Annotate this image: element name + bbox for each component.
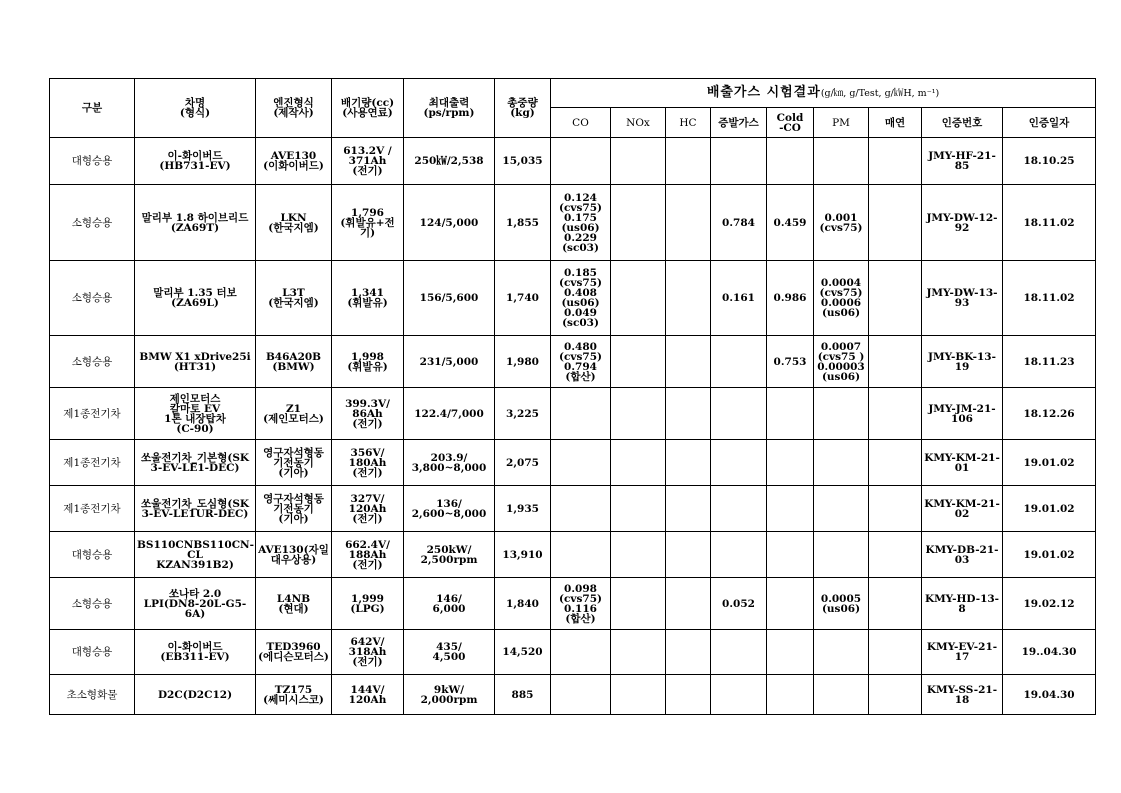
cell-co: 0.480 (cvs75) 0.794 (합산) (551, 336, 611, 388)
cell-hc (666, 630, 711, 675)
cell-cert-date: 19.04.30 (1003, 675, 1096, 715)
cell-max-output: 122.4/7,000 (404, 388, 495, 440)
cell-smoke (869, 532, 922, 578)
cell-category: 제1종전기차 (50, 440, 135, 486)
cell-model: 말리부 1.35 터보 (ZA69L) (135, 261, 256, 336)
cell-smoke (869, 440, 922, 486)
header-pm: PM (814, 108, 869, 138)
cell-co (551, 675, 611, 715)
cell-model: 쏘울전기차_도심형(SK 3-EV-LE1UR-DEC) (135, 486, 256, 532)
cell-cold-co (767, 388, 814, 440)
cell-displacement: 356V/ 180Ah (전기) (332, 440, 404, 486)
table-row (50, 261, 1096, 336)
cell-cert-no: KMY-DB-21-03 (922, 532, 1003, 578)
cell-max-output: 231/5,000 (404, 336, 495, 388)
cell-co (551, 388, 611, 440)
cell-co: 0.124 (cvs75) 0.175 (us06) 0.229 (sc03) (551, 185, 611, 261)
cell-model: BS110CNBS110CN-CL KZAN391B2) (135, 532, 256, 578)
table-row (50, 532, 1096, 578)
table-row (50, 388, 1096, 440)
header-emission-results (551, 79, 1096, 108)
cell-gross-weight: 1,935 (495, 486, 551, 532)
cell-cert-no: JMY-HF-21-85 (922, 138, 1003, 185)
cell-category: 소형승용 (50, 185, 135, 261)
cell-engine: TED3960 (에디슨모터스) (256, 630, 332, 675)
cell-cert-date: 18.11.02 (1003, 185, 1096, 261)
cell-model: 쏘나타 2.0 LPI(DN8-20L-G5-6A) (135, 578, 256, 630)
cell-category: 대형승용 (50, 138, 135, 185)
cell-nox (611, 261, 666, 336)
cell-pm (814, 630, 869, 675)
cell-engine: 영구자석형동 기전동기 (기아) (256, 440, 332, 486)
cell-pm (814, 138, 869, 185)
cell-model: D2C(D2C12) (135, 675, 256, 715)
cell-model: 말리부 1.8 하이브리드 (ZA69T) (135, 185, 256, 261)
cell-smoke (869, 336, 922, 388)
table-row (50, 440, 1096, 486)
cell-cold-co (767, 578, 814, 630)
cell-smoke (869, 261, 922, 336)
cell-evap: 0.161 (711, 261, 767, 336)
cell-cert-no: JMY-JM-21-106 (922, 388, 1003, 440)
cell-smoke (869, 388, 922, 440)
cell-model: 제인모터스 칼마토 EV 1톤 내장탑차 (C-90) (135, 388, 256, 440)
cell-displacement: 327V/ 120Ah (전기) (332, 486, 404, 532)
cell-smoke (869, 138, 922, 185)
cell-evap: 0.052 (711, 578, 767, 630)
header-smoke: 매연 (869, 108, 922, 138)
cell-model: BMW X1 xDrive25i (HT31) (135, 336, 256, 388)
cell-cert-date: 18.11.23 (1003, 336, 1096, 388)
cell-nox (611, 138, 666, 185)
cell-pm (814, 486, 869, 532)
cell-hc (666, 138, 711, 185)
cell-hc (666, 185, 711, 261)
cell-hc (666, 486, 711, 532)
cell-displacement: 1,998 (휘발유) (332, 336, 404, 388)
cell-engine: B46A20B (BMW) (256, 336, 332, 388)
cell-displacement: 1,999 (LPG) (332, 578, 404, 630)
cell-cert-no: KMY-HD-13-8 (922, 578, 1003, 630)
cell-category: 제1종전기차 (50, 388, 135, 440)
header-cert-date: 인증일자 (1003, 108, 1096, 138)
cell-pm: 0.0004 (cvs75) 0.0006 (us06) (814, 261, 869, 336)
header-model: 차명 (형식) (135, 79, 256, 138)
cell-co (551, 630, 611, 675)
cell-category: 대형승용 (50, 532, 135, 578)
cell-cert-no: KMY-EV-21-17 (922, 630, 1003, 675)
cell-max-output: 250kW/ 2,500rpm (404, 532, 495, 578)
cell-displacement: 613.2V / 371Ah (전기) (332, 138, 404, 185)
cell-hc (666, 578, 711, 630)
cell-cert-no: JMY-BK-13-19 (922, 336, 1003, 388)
cell-gross-weight: 1,840 (495, 578, 551, 630)
cell-gross-weight: 3,225 (495, 388, 551, 440)
cell-cert-date: 18.12.26 (1003, 388, 1096, 440)
header-hc: HC (666, 108, 711, 138)
cell-category: 초소형화물 (50, 675, 135, 715)
cell-nox (611, 578, 666, 630)
cell-gross-weight: 1,980 (495, 336, 551, 388)
cell-cert-no: JMY-DW-12-92 (922, 185, 1003, 261)
cell-co: 0.098 (cvs75) 0.116 (합산) (551, 578, 611, 630)
cell-pm (814, 532, 869, 578)
cell-pm (814, 440, 869, 486)
cell-engine: LKN (한국지엠) (256, 185, 332, 261)
header-cert-no: 인증번호 (922, 108, 1003, 138)
cell-co (551, 532, 611, 578)
cell-co (551, 138, 611, 185)
cell-gross-weight: 2,075 (495, 440, 551, 486)
cell-smoke (869, 578, 922, 630)
table-row (50, 336, 1096, 388)
cell-hc (666, 440, 711, 486)
cell-max-output: 435/ 4,500 (404, 630, 495, 675)
cell-nox (611, 532, 666, 578)
emission-certification-table (49, 78, 1096, 715)
cell-hc (666, 675, 711, 715)
cell-max-output: 156/5,600 (404, 261, 495, 336)
cell-nox (611, 388, 666, 440)
header-gross-weight: 총중량 (kg) (495, 79, 551, 138)
cell-cold-co (767, 675, 814, 715)
cell-co: 0.185 (cvs75) 0.408 (us06) 0.049 (sc03) (551, 261, 611, 336)
cell-evap: 0.784 (711, 185, 767, 261)
cell-max-output: 250㎾/2,538 (404, 138, 495, 185)
cell-gross-weight: 885 (495, 675, 551, 715)
cell-cold-co: 0.459 (767, 185, 814, 261)
header-category: 구분 (50, 79, 135, 138)
cell-evap (711, 675, 767, 715)
cell-pm: 0.001 (cvs75) (814, 185, 869, 261)
table-body (50, 138, 1096, 715)
cell-cert-date: 18.11.02 (1003, 261, 1096, 336)
cell-pm: 0.0007 (cvs75 ) 0.00003 (us06) (814, 336, 869, 388)
cell-engine: AVE130(자일 대우상용) (256, 532, 332, 578)
cell-displacement: 144V/ 120Ah (332, 675, 404, 715)
cell-cold-co (767, 630, 814, 675)
cell-nox (611, 486, 666, 532)
header-nox: NOx (611, 108, 666, 138)
cell-gross-weight: 14,520 (495, 630, 551, 675)
cell-displacement: 1,341 (휘발유) (332, 261, 404, 336)
cell-smoke (869, 185, 922, 261)
cell-hc (666, 261, 711, 336)
header-max-output: 최대출력 (ps/rpm) (404, 79, 495, 138)
cell-cert-date: 19..04.30 (1003, 630, 1096, 675)
cell-displacement: 1,796 (휘발유+전 기) (332, 185, 404, 261)
cell-max-output: 146/ 6,000 (404, 578, 495, 630)
cell-hc (666, 532, 711, 578)
cell-evap (711, 486, 767, 532)
cell-max-output: 9kW/ 2,000rpm (404, 675, 495, 715)
cell-gross-weight: 13,910 (495, 532, 551, 578)
cell-engine: TZ175 (쎄미시스코) (256, 675, 332, 715)
cell-cold-co: 0.753 (767, 336, 814, 388)
cell-engine: 영구자석형동 기전동기 (기아) (256, 486, 332, 532)
cell-nox (611, 336, 666, 388)
header-cold-co: Cold -CO (767, 108, 814, 138)
cell-gross-weight: 1,855 (495, 185, 551, 261)
cell-nox (611, 675, 666, 715)
cell-category: 대형승용 (50, 630, 135, 675)
cell-cert-date: 18.10.25 (1003, 138, 1096, 185)
header-engine: 엔진형식 (제작사) (256, 79, 332, 138)
cell-engine: Z1 (제인모터스) (256, 388, 332, 440)
cell-cert-no: KMY-KM-21-01 (922, 440, 1003, 486)
header-evap: 증발가스 (711, 108, 767, 138)
cell-nox (611, 630, 666, 675)
cell-max-output: 136/ 2,600~8,000 (404, 486, 495, 532)
cell-smoke (869, 630, 922, 675)
cell-pm: 0.0005 (us06) (814, 578, 869, 630)
cell-evap (711, 138, 767, 185)
cell-model: 이-화이버드 (HB731-EV) (135, 138, 256, 185)
emission-unit: (g/㎞, g/Test, g/㎾H, m⁻¹) (820, 87, 940, 99)
cell-gross-weight: 15,035 (495, 138, 551, 185)
cell-nox (611, 440, 666, 486)
cell-engine: L4NB (현대) (256, 578, 332, 630)
cell-category: 소형승용 (50, 336, 135, 388)
cell-max-output: 203.9/ 3,800~8,000 (404, 440, 495, 486)
cell-co (551, 440, 611, 486)
cell-cert-date: 19.02.12 (1003, 578, 1096, 630)
table-row (50, 578, 1096, 630)
cell-smoke (869, 486, 922, 532)
cell-cert-no: KMY-SS-21-18 (922, 675, 1003, 715)
cell-max-output: 124/5,000 (404, 185, 495, 261)
cell-cert-date: 19.01.02 (1003, 532, 1096, 578)
header-co: CO (551, 108, 611, 138)
cell-cold-co (767, 532, 814, 578)
table-row (50, 185, 1096, 261)
cell-co (551, 486, 611, 532)
emission-title: 배출가스 시험결과 (706, 84, 821, 100)
table-row (50, 138, 1096, 185)
cell-cert-no: JMY-DW-13-93 (922, 261, 1003, 336)
cell-displacement: 662.4V/ 188Ah (전기) (332, 532, 404, 578)
cell-pm (814, 388, 869, 440)
cell-smoke (869, 675, 922, 715)
cell-nox (611, 185, 666, 261)
cell-gross-weight: 1,740 (495, 261, 551, 336)
cell-displacement: 399.3V/ 86Ah (전기) (332, 388, 404, 440)
cell-cold-co (767, 138, 814, 185)
cell-evap (711, 630, 767, 675)
cell-cert-no: KMY-KM-21-02 (922, 486, 1003, 532)
cell-evap (711, 336, 767, 388)
cell-hc (666, 388, 711, 440)
cell-cold-co: 0.986 (767, 261, 814, 336)
cell-cert-date: 19.01.02 (1003, 440, 1096, 486)
cell-pm (814, 675, 869, 715)
table-row (50, 630, 1096, 675)
cell-category: 제1종전기차 (50, 486, 135, 532)
cell-displacement: 642V/ 318Ah (전기) (332, 630, 404, 675)
cell-hc (666, 336, 711, 388)
cell-cold-co (767, 486, 814, 532)
cell-evap (711, 532, 767, 578)
cell-cold-co (767, 440, 814, 486)
cell-model: 이-화이버드 (EB311-EV) (135, 630, 256, 675)
cell-category: 소형승용 (50, 578, 135, 630)
cell-category: 소형승용 (50, 261, 135, 336)
cell-engine: L3T (한국지엠) (256, 261, 332, 336)
cell-evap (711, 440, 767, 486)
table-row (50, 486, 1096, 532)
cell-engine: AVE130 (이화이버드) (256, 138, 332, 185)
header-displacement: 배기량(cc) (사용연료) (332, 79, 404, 138)
cell-cert-date: 19.01.02 (1003, 486, 1096, 532)
cell-evap (711, 388, 767, 440)
table-row (50, 675, 1096, 715)
cell-model: 쏘울전기차_기본형(SK 3-EV-LE1-DEC) (135, 440, 256, 486)
